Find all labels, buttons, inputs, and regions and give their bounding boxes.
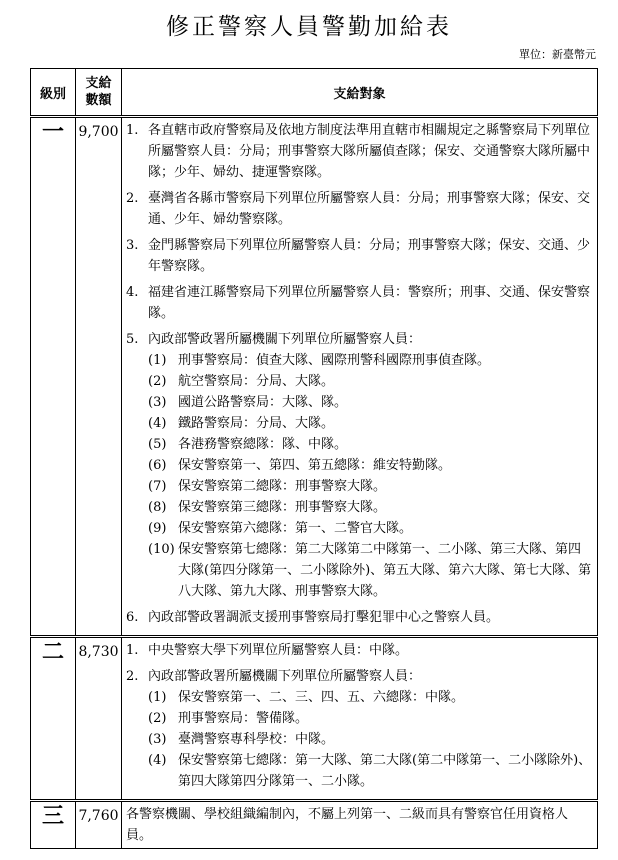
item-text: 各警察機關、學校組織編制內，不屬上列第一、二級而具有警察官任用資格人員。 (126, 807, 569, 843)
item-number: 1. (126, 123, 139, 138)
list-item (126, 666, 593, 792)
item-number: 6. (126, 610, 139, 625)
sub-item-text: 刑事警察局：警備隊。 (178, 711, 309, 726)
table-row (31, 801, 598, 849)
item-text: 福建省連江縣警察局下列單位所屬警察人員：警察所；刑事、交通、保安警察隊。 (148, 285, 591, 321)
sub-item-number: (3) (148, 732, 167, 747)
header-amount: 支給數額 (76, 69, 122, 117)
list-item (126, 607, 593, 628)
sub-item-text: 各港務警察總隊：隊、中隊。 (178, 437, 348, 452)
sub-item-number: (1) (148, 690, 167, 705)
item-number: 2. (126, 191, 139, 206)
document-title: 修正警察人員警勤加給表 (166, 14, 452, 40)
sub-item-number: (6) (148, 458, 167, 473)
target-cell (122, 117, 598, 637)
table-header-row (31, 69, 598, 117)
target-cell (122, 801, 598, 849)
sub-item (148, 539, 593, 602)
unit-note: 單位：新臺幣元 (519, 48, 596, 61)
item-text: 各直轄市政府警察局及依地方制度法準用直轄市相關規定之縣警察局下列單位所屬警察人員：分局；刑事警察大隊所屬偵查隊；保安、交通警察大隊所屬中隊；少年、婦幼、捷運警察隊。 (148, 123, 591, 180)
header-level: 級別 (31, 69, 76, 117)
item-number: 2. (126, 669, 139, 684)
sub-item-text: 保安警察第三總隊：刑事警察大隊。 (178, 500, 387, 515)
sub-item (148, 413, 593, 434)
sub-item (148, 750, 593, 792)
sub-item-text: 保安警察第六總隊：第一、二警官大隊。 (178, 521, 413, 536)
sub-item-number: (4) (148, 416, 167, 431)
sub-item-text: 臺灣警察專科學校：中隊。 (178, 732, 335, 747)
list-item (126, 120, 593, 183)
sub-item (148, 392, 593, 413)
sub-item-number: (2) (148, 711, 167, 726)
level-cell: 二 (31, 637, 76, 801)
sub-item (148, 476, 593, 497)
level-cell: 一 (31, 117, 76, 637)
sub-item-text: 保安警察第七總隊：第二大隊第二中隊第一、二小隊、第三大隊、第四大隊(第四分隊第一、二小隊除外)、第五大隊、第六大隊、第七大隊、第八大隊、第九大隊、刑事警察大隊。 (178, 542, 592, 599)
sub-item-number: (7) (148, 479, 167, 494)
sub-item-number: (3) (148, 395, 167, 410)
list-item (126, 804, 593, 846)
amount-cell: 7,760 (76, 801, 122, 849)
sub-item-number: (4) (148, 753, 167, 768)
allowance-table (30, 68, 598, 849)
sub-item-text: 保安警察第一、第四、第五總隊：維安特勤隊。 (178, 458, 452, 473)
sub-item (148, 350, 593, 371)
sub-item (148, 434, 593, 455)
item-text: 內政部警政署調派支援刑事警察局打擊犯罪中心之警察人員。 (148, 610, 500, 625)
list-item (126, 188, 593, 230)
sub-item-number: (9) (148, 521, 167, 536)
table-row (31, 637, 598, 801)
sub-item-number: (5) (148, 437, 167, 452)
sub-item (148, 371, 593, 392)
sub-item (148, 497, 593, 518)
item-number: 5. (126, 332, 139, 347)
item-text: 內政部警政署所屬機關下列單位所屬警察人員： (148, 669, 422, 684)
sub-item-number: (1) (148, 353, 167, 368)
sub-item-text: 保安警察第二總隊：刑事警察大隊。 (178, 479, 387, 494)
sub-item (148, 687, 593, 708)
amount-cell: 9,700 (76, 117, 122, 637)
sub-item-text: 航空警察局：分局、大隊。 (178, 374, 335, 389)
item-text: 中央警察大學下列單位所屬警察人員：中隊。 (148, 643, 409, 658)
table-row (31, 117, 598, 637)
item-text: 金門縣警察局下列單位所屬警察人員：分局；刑事警察大隊；保安、交通、少年警察隊。 (148, 238, 591, 274)
item-number: 1. (126, 643, 139, 658)
sub-item (148, 518, 593, 539)
list-item (126, 329, 593, 602)
sub-item (148, 729, 593, 750)
sub-item-text: 鐵路警察局：分局、大隊。 (178, 416, 335, 431)
sub-item-number: (2) (148, 374, 167, 389)
target-cell (122, 637, 598, 801)
list-item (126, 640, 593, 661)
sub-item-number: (10) (148, 542, 175, 557)
item-number: 4. (126, 285, 139, 300)
level-cell: 三 (31, 801, 76, 849)
sub-item-text: 保安警察第七總隊：第一大隊、第二大隊(第二中隊第一、二小隊除外)、第四大隊第四分隊第一、二小隊。 (178, 753, 592, 789)
item-text: 臺灣省各縣市警察局下列單位所屬警察人員：分局；刑事警察大隊；保安、交通、少年、婦幼警察隊。 (148, 191, 591, 227)
sub-item (148, 708, 593, 729)
list-item (126, 282, 593, 324)
sub-item (148, 455, 593, 476)
sub-item-text: 刑事警察局：偵查大隊、國際刑警科國際刑事偵查隊。 (178, 353, 491, 368)
item-text: 內政部警政署所屬機關下列單位所屬警察人員： (148, 332, 422, 347)
sub-item-number: (8) (148, 500, 167, 515)
list-item (126, 235, 593, 277)
item-number: 3. (126, 238, 139, 253)
sub-item-text: 保安警察第一、二、三、四、五、六總隊：中隊。 (178, 690, 465, 705)
amount-cell: 8,730 (76, 637, 122, 801)
header-target: 支給對象 (122, 69, 598, 117)
sub-item-text: 國道公路警察局：大隊、隊。 (178, 395, 348, 410)
